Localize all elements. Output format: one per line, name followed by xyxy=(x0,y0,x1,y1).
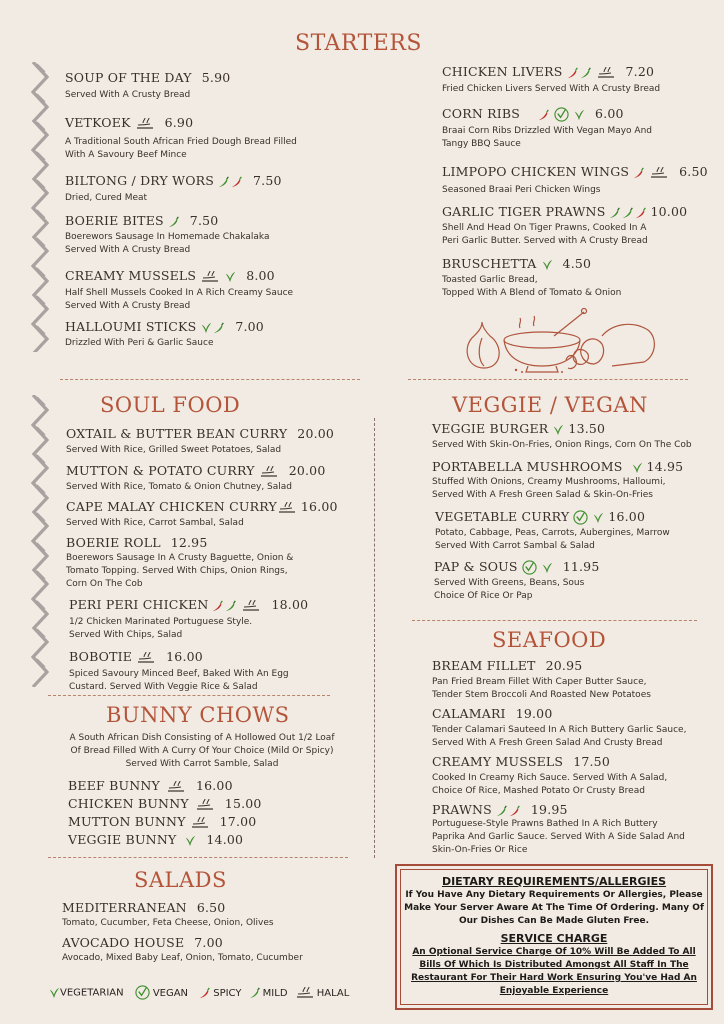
item-description: Tender Calamari Sauteed In A Rich Buttery Garlic Sauce, xyxy=(432,725,687,735)
item-price: 6.50 xyxy=(196,900,226,915)
zigzag-border-middle xyxy=(31,395,49,695)
item-name: BREAM FILLET xyxy=(432,658,536,673)
item-description: Served With A Crusty Bread xyxy=(65,245,191,255)
item-name: BOBOTIE xyxy=(69,649,133,664)
menu-item xyxy=(432,706,717,754)
item-name: BEEF BUNNY xyxy=(68,778,160,793)
chili-red-icon xyxy=(199,987,211,999)
menu-item xyxy=(432,802,717,857)
vegetarian-icon xyxy=(48,987,60,999)
chili-red-icon xyxy=(567,67,579,79)
item-name: VEGGIE BURGER xyxy=(432,421,549,436)
dietary-text: Make Your Server Aware At The Time Of Ordering. Many Of xyxy=(404,903,704,913)
menu-item xyxy=(65,213,385,268)
item-price: 18.00 xyxy=(271,597,309,612)
item-name: CREAMY MUSSELS xyxy=(65,268,197,283)
item-name: MUTTON & POTATO CURRY xyxy=(66,463,255,478)
halal-icon xyxy=(241,599,261,613)
item-name: CHICKEN LIVERS xyxy=(442,64,563,79)
halal-icon xyxy=(200,270,220,284)
dietary-text: If You Have Any Dietary Requirements Or Allergies, Please xyxy=(405,890,703,900)
item-price: 12.95 xyxy=(170,535,208,550)
halal-icon xyxy=(259,465,279,479)
item-description: Cooked In Creamy Rich Sauce. Served With A Salad, xyxy=(432,773,668,783)
notice-content xyxy=(403,875,705,998)
bunny-intro xyxy=(60,732,344,771)
vegan-icon xyxy=(135,985,150,1000)
item-description: Tomato Topping. Served With Chips, Onion Rings, xyxy=(66,566,288,576)
menu-item xyxy=(66,499,366,535)
item-description: Served With Rice, Grilled Sweet Potatoes, Salad xyxy=(66,445,282,455)
salads-heading: SALADS xyxy=(134,868,227,892)
item-name: PRAWNS xyxy=(432,802,492,817)
item-price: 19.95 xyxy=(530,802,568,817)
halal-icon xyxy=(195,798,215,812)
item-price: 16.00 xyxy=(608,509,646,524)
halal-icon xyxy=(277,501,297,515)
item-description: With A Savoury Beef Mince xyxy=(65,149,187,160)
item-description: Served With Greens, Beans, Sous xyxy=(434,578,585,588)
chili-green-icon xyxy=(218,176,230,188)
bunny-chows-heading: BUNNY CHOWS xyxy=(106,703,290,727)
item-description: Toasted Garlic Bread, xyxy=(442,275,538,285)
menu-item xyxy=(442,64,712,106)
chili-green-icon xyxy=(213,322,225,334)
item-price: 17.00 xyxy=(219,814,257,829)
item-description: Choice Of Rice Or Pap xyxy=(434,591,533,601)
chili-red-icon xyxy=(635,207,647,219)
item-description: Fried Chicken Livers Served With A Crusty Bread xyxy=(442,83,661,94)
item-price: 4.50 xyxy=(562,256,592,271)
menu-item xyxy=(432,509,717,559)
item-name: VETKOEK xyxy=(65,115,131,130)
starters-heading: STARTERS xyxy=(295,31,422,56)
item-description: Choice Of Rice, Mashed Potato Or Crusty Bread xyxy=(432,786,645,796)
chili-green-icon xyxy=(609,207,621,219)
item-name: CORN RIBS xyxy=(442,106,521,121)
item-price: 7.20 xyxy=(625,64,655,79)
vegan-icon xyxy=(573,510,588,525)
item-name: PORTABELLA MUSHROOMS xyxy=(432,459,623,474)
starters-left-list xyxy=(65,70,385,350)
item-price: 6.90 xyxy=(164,115,194,130)
menu-item xyxy=(62,900,362,935)
item-description: Portuguese-Style Prawns Bathed In A Rich Buttery xyxy=(432,819,658,829)
item-description: Served With A Crusty Bread xyxy=(65,300,191,311)
menu-item xyxy=(66,426,366,463)
salads-list xyxy=(62,900,362,965)
chili-red-icon xyxy=(633,167,645,179)
veggie-vegan-heading: VEGGIE / VEGAN xyxy=(452,393,648,417)
zigzag-border-top xyxy=(31,62,49,352)
item-description: Tender Stem Broccoli And Roasted New Potatoes xyxy=(432,690,651,700)
item-price: 20.95 xyxy=(545,658,583,673)
menu-item xyxy=(432,559,717,603)
item-description: Corn On The Cob xyxy=(66,579,143,589)
item-description: Boerewors Sausage In A Crusty Baguette, Onion & xyxy=(66,553,294,563)
item-price: 14.00 xyxy=(206,832,244,847)
item-price: 14.95 xyxy=(646,459,684,474)
item-name: CREAMY MUSSELS xyxy=(432,754,564,769)
item-description: Avocado, Mixed Baby Leaf, Onion, Tomato, Cucumber xyxy=(62,953,303,963)
service-charge-text: Enjoyable Experience xyxy=(499,986,609,996)
menu-item xyxy=(66,649,366,694)
seafood-heading: SEAFOOD xyxy=(492,628,607,652)
item-name: HALLOUMI STICKS xyxy=(65,319,197,334)
item-description: Served With A Fresh Green Salad And Crusty Bread xyxy=(432,738,663,748)
item-price: 16.00 xyxy=(300,499,338,514)
item-description: Served With Carrot Sambal & Salad xyxy=(435,541,595,551)
item-description: Peri Garlic Butter. Served with A Crusty Bread xyxy=(442,236,648,246)
item-description: Shell And Head On Tiger Prawns, Cooked In A xyxy=(442,223,647,233)
item-price: 6.00 xyxy=(595,106,624,121)
legend-vegan-label: VEGAN xyxy=(152,987,189,999)
item-name: VEGETABLE CURRY xyxy=(435,509,570,524)
item-description: Braai Corn Ribs Drizzled With Vegan Mayo And xyxy=(442,126,653,136)
legend-halal-label: HALAL xyxy=(316,987,350,999)
halal-icon xyxy=(596,66,616,80)
item-name: GARLIC TIGER PRAWNS xyxy=(442,204,606,219)
menu-item xyxy=(442,106,712,164)
halal-icon xyxy=(166,780,186,794)
menu-item xyxy=(68,778,348,796)
item-price: 7.00 xyxy=(194,935,223,950)
menu-item xyxy=(442,256,712,300)
menu-item xyxy=(66,535,366,597)
menu-item xyxy=(442,204,712,256)
item-description: Half Shell Mussels Cooked In A Rich Creamy Sauce xyxy=(65,287,294,298)
item-description: Custard. Served With Veggie Rice & Salad xyxy=(69,681,258,692)
item-name: OXTAIL & BUTTER BEAN CURRY xyxy=(66,426,288,441)
halal-icon xyxy=(295,986,315,1000)
item-price: 20.00 xyxy=(297,426,335,441)
item-description: Served With A Crusty Bread xyxy=(65,90,191,100)
dietary-heading: DIETARY REQUIREMENTS/ALLERGIES xyxy=(441,875,667,888)
item-description: Served With Skin-On-Fries, Onion Rings, Corn On The Cob xyxy=(432,440,692,450)
section-divider xyxy=(48,857,348,858)
item-name: BOERIE BITES xyxy=(65,213,164,228)
menu-item xyxy=(66,597,366,649)
item-description: Boerewors Sausage In Homemade Chakalaka xyxy=(65,232,270,242)
section-divider xyxy=(48,695,330,696)
item-price: 15.00 xyxy=(224,796,262,811)
halal-icon xyxy=(190,816,210,830)
item-description: Spiced Savoury Minced Beef, Baked With An Egg xyxy=(69,668,289,679)
menu-item xyxy=(68,796,348,814)
starters-right-list xyxy=(442,64,712,300)
item-description: Served With Rice, Tomato & Onion Chutney, Salad xyxy=(66,481,293,492)
item-description: Tomato, Cucumber, Feta Cheese, Onion, Olives xyxy=(62,918,274,928)
chili-green-icon xyxy=(496,805,508,817)
chili-green-icon xyxy=(249,987,261,999)
item-description: Seasoned Braai Peri Chicken Wings xyxy=(442,184,601,195)
vegetarian-icon xyxy=(541,259,553,271)
item-name: BILTONG / DRY WORS xyxy=(65,173,215,188)
section-divider xyxy=(408,379,688,380)
legend-mild-label: MILD xyxy=(262,987,288,999)
item-description: Served With Rice, Carrot Sambal, Salad xyxy=(66,517,244,528)
vegan-icon xyxy=(522,560,537,575)
bunny-intro-line: A South African Dish Consisting of A Hollowed Out 1/2 Loaf xyxy=(69,733,335,743)
item-description: Skin-On-Fries Or Rice xyxy=(432,845,528,855)
menu-item xyxy=(432,658,717,706)
menu-item xyxy=(68,832,348,850)
dietary-text: Our Dishes Can Be Made Gluten Free. xyxy=(458,916,650,926)
item-price: 10.00 xyxy=(650,204,688,219)
item-name: BOERIE ROLL xyxy=(66,535,161,550)
menu-item xyxy=(65,115,385,173)
vegetarian-icon xyxy=(224,271,236,283)
item-description: Pan Fried Bream Fillet With Caper Butter Sauce, xyxy=(432,677,647,687)
item-price: 20.00 xyxy=(288,463,326,478)
veggie-list xyxy=(432,421,717,603)
item-name: CAPE MALAY CHICKEN CURRY xyxy=(66,499,277,514)
item-name: VEGGIE BUNNY xyxy=(68,832,177,847)
item-description: Dried, Cured Meat xyxy=(65,193,148,203)
item-description: Served With A Fresh Green Salad & Skin-On-Fries xyxy=(432,490,653,500)
item-name: MEDITERRANEAN xyxy=(62,900,187,915)
service-charge-text: An Optional Service Charge Of 10% Will Be Added To All xyxy=(412,947,696,957)
item-description: Topped With A Blend of Tomato & Onion xyxy=(442,288,622,298)
item-description: Tangy BBQ Sauce xyxy=(442,139,521,149)
vegan-icon xyxy=(554,107,569,122)
legend-spicy-label: SPICY xyxy=(213,987,242,999)
chili-red-icon xyxy=(509,805,521,817)
item-price: 17.50 xyxy=(573,754,610,769)
chili-green-icon xyxy=(168,216,180,228)
chili-green-icon xyxy=(622,207,634,219)
soul-food-list xyxy=(66,426,366,694)
vegetarian-icon xyxy=(541,562,553,574)
item-name: CHICKEN BUNNY xyxy=(68,796,189,811)
menu-item xyxy=(432,459,717,509)
notice-box xyxy=(395,864,713,1010)
item-price: 13.50 xyxy=(568,421,606,436)
chili-red-icon xyxy=(538,109,550,121)
section-divider xyxy=(412,620,697,621)
item-description: Stuffed With Onions, Creamy Mushrooms, Halloumi, xyxy=(432,477,666,487)
legend-vegetarian-label: VEGETARIAN xyxy=(60,987,124,999)
bunny-intro-line: Served With Carrot Samble, Salad xyxy=(125,759,279,769)
menu-item xyxy=(65,268,385,319)
halal-icon xyxy=(649,166,669,180)
item-price: 7.50 xyxy=(189,213,219,228)
menu-item xyxy=(65,173,385,213)
bunny-list xyxy=(68,778,348,850)
soul-food-heading: SOUL FOOD xyxy=(100,393,241,417)
item-description: A Traditional South African Fried Dough Bread Filled xyxy=(65,136,297,147)
chili-red-icon xyxy=(212,600,224,612)
item-name: CALAMARI xyxy=(432,706,506,721)
item-name: MUTTON BUNNY xyxy=(68,814,186,829)
menu-item xyxy=(65,70,385,107)
seafood-list xyxy=(432,658,717,857)
menu-item xyxy=(65,319,385,350)
menu-item xyxy=(66,463,366,499)
chili-green-icon xyxy=(225,600,237,612)
item-name: PAP & SOUS xyxy=(434,559,518,574)
item-price: 8.00 xyxy=(246,268,275,283)
column-divider xyxy=(374,418,375,858)
item-description: 1/2 Chicken Marinated Portuguese Style. xyxy=(69,616,253,627)
vegetarian-icon xyxy=(631,462,643,474)
service-charge-text: Bills Of Which Is Distributed Amongst All Staff In The xyxy=(419,960,689,970)
vegetarian-icon xyxy=(200,322,212,334)
vegetarian-icon xyxy=(573,109,585,121)
item-description: Potato, Cabbage, Peas, Carrots, Aubergines, Marrow xyxy=(435,528,670,538)
item-price: 16.00 xyxy=(195,778,233,793)
menu-item xyxy=(432,754,717,802)
vegetarian-icon xyxy=(184,835,196,847)
item-name: SOUP OF THE DAY xyxy=(65,70,192,85)
item-price: 19.00 xyxy=(515,706,553,721)
item-description: Served With Chips, Salad xyxy=(69,629,183,640)
menu-item xyxy=(68,814,348,832)
bunny-intro-line: Of Bread Filled With A Curry Of Your Choice (Mild Or Spicy) xyxy=(70,746,334,756)
chili-green-icon xyxy=(580,67,592,79)
item-description: Paprika And Garlic Sauce. Served With A Side Salad And xyxy=(432,832,685,842)
service-charge-text: Restaurant For Their Hard Work Ensuring You've Had An xyxy=(411,973,697,983)
section-divider xyxy=(60,379,360,380)
item-price: 6.50 xyxy=(679,164,708,179)
item-price: 11.95 xyxy=(562,559,600,574)
vegetarian-icon xyxy=(552,424,564,436)
halal-icon xyxy=(136,651,156,665)
item-name: AVOCADO HOUSE xyxy=(62,935,185,950)
vegetarian-icon xyxy=(592,512,604,524)
item-name: PERI PERI CHICKEN xyxy=(69,597,209,612)
halal-icon xyxy=(135,117,155,131)
item-price: 7.50 xyxy=(253,173,282,188)
menu-item xyxy=(62,935,362,965)
item-name: LIMPOPO CHICKEN WINGS xyxy=(442,164,630,179)
item-description: Drizzled With Peri & Garlic Sauce xyxy=(65,338,214,348)
service-charge-heading: SERVICE CHARGE xyxy=(500,932,608,945)
item-price: 16.00 xyxy=(166,649,203,664)
dietary-legend xyxy=(48,985,349,1000)
item-price: 5.90 xyxy=(201,70,231,85)
chili-red-icon xyxy=(231,176,243,188)
item-name: BRUSCHETTA xyxy=(442,256,537,271)
soup-bread-illustration xyxy=(462,306,662,376)
item-price: 7.00 xyxy=(235,319,264,334)
menu-item xyxy=(442,164,712,204)
menu-item xyxy=(432,421,717,459)
